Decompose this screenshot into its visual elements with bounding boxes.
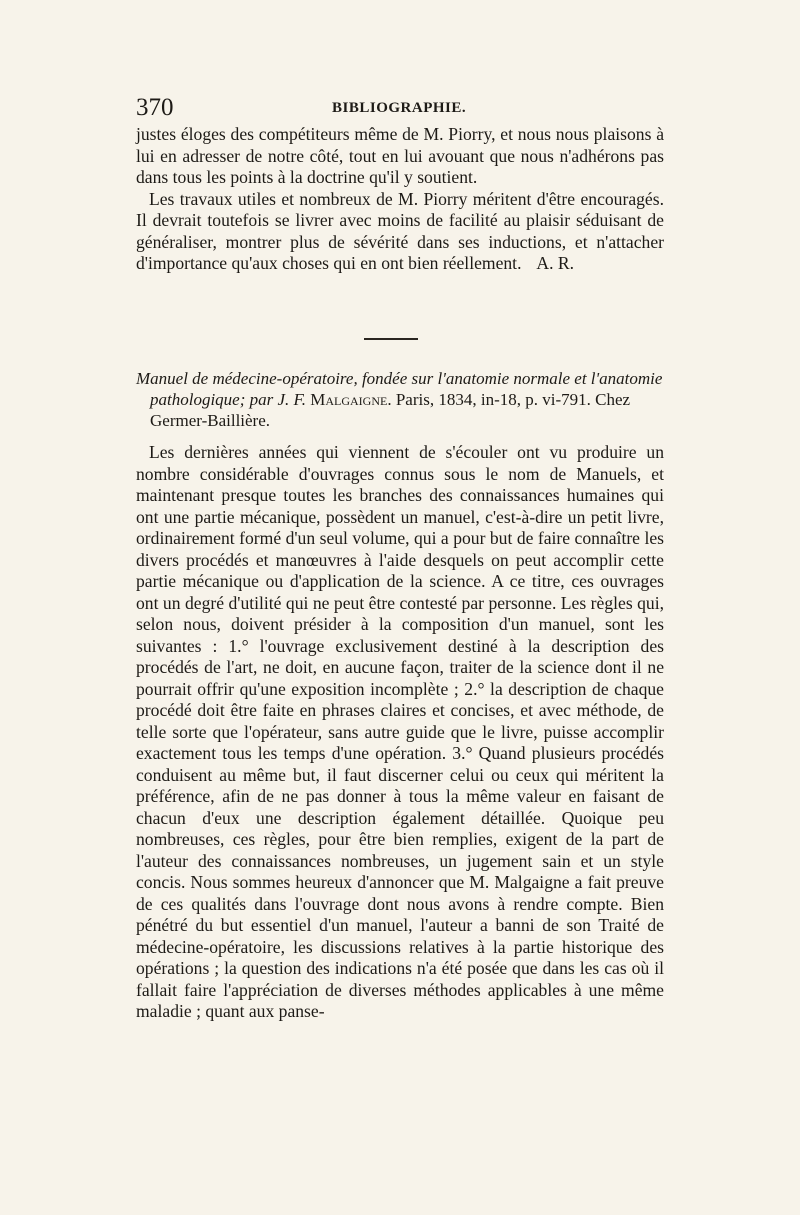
review-heading [136,368,664,431]
author-name: Malgaigne [310,390,388,409]
page-header [136,94,664,124]
running-head: BIBLIOGRAPHIE. [332,100,467,116]
section-divider [364,338,418,340]
author-prefix: ; par J. F. [239,390,306,409]
page-number: 370 [136,94,174,121]
paragraph-text: Les travaux utiles et nombreux de M. Piorry méritent d'être encouragés. Il devrait toutefois se livrer avec moins de facilité au plaisir séduisant de généraliser, montrer plus de sévérité dans ses inductions, et n'attacher d'importance qu'aux choses qui en ont bien réellement. [136,188,664,273]
imprint: . Paris, 1834, in-18, p. vi-791. Chez Germer-Baillière. [150,390,631,430]
book-title: Manuel de médecine-opératoire, fondée sur l'anatomie normale et l'anatomie pathologique [136,369,663,409]
paragraph: Les dernières années qui viennent de s'écouler ont vu produire un nombre considérable d'ouvrages connus sous le nom de Manuels, et maintenant presque toutes les branches des connaissances humaines qui ont une partie mécanique, possèdent un manuel, c'est-à-dire un petit livre, ordinairement formé d'un seul volume, qui a pour but de faire connaître les divers procédés et manœuvres à l'aide desquels on peut accomplir cette partie mécanique ou d'application de la science. A ce titre, ces ouvrages ont un degré d'utilité qui ne peut être contesté par personne. Les règles qui, selon nous, doivent présider à la composition d'un manuel, sont les suivantes : 1.° l'ouvrage exclusivement destiné à la description des procédés de l'art, ne doit, en aucune façon, traiter de la science dont il ne pourrait offrir qu'une exposition incomplète ; 2.° la description de chaque procédé doit être faite en phrases claires et concises, et avec méthode, de telle sorte que l'opérateur, sans autre guide que le livre, puisse accomplir exactement tous les temps d'une opération. 3.° Quand plusieurs procédés conduisent au même but, il faut discerner celui ou ceux qui méritent la préférence, afin de ne pas donner à tous la même valeur en faisant de chacun d'eux une description également détaillée. Quoique peu nombreuses, ces règles, pour être bien remplies, exigent de la part de l'auteur des connaissances nombreuses, un jugement sain et un style concis. Nous sommes heureux d'annoncer que M. Malgaigne a fait preuve de ces qualités dans l'ouvrage dont nous avons à rendre compte. Bien pénétré du but essentiel d'un manuel, l'auteur a banni de son Traité de médecine-opératoire, les discussions relatives à la partie historique des opérations ; la question des indications n'a été posée que dans les cas où il fallait faire l'appréciation de diverses méthodes applicables à une même maladie ; quant aux panse- [136,442,664,1021]
signature: A. R. [536,253,574,273]
previous-review-ending [136,124,664,275]
paragraph [136,189,664,275]
paragraph: justes éloges des compétiteurs même de M. Piorry, et nous nous plaisons à lui en adresser de notre côté, tout en lui avouant que nous n'adhérons pas dans tous les points à la doctrine qu'il y soutient. [136,124,664,187]
review-body [136,442,664,1023]
bibliographic-entry [136,368,664,431]
